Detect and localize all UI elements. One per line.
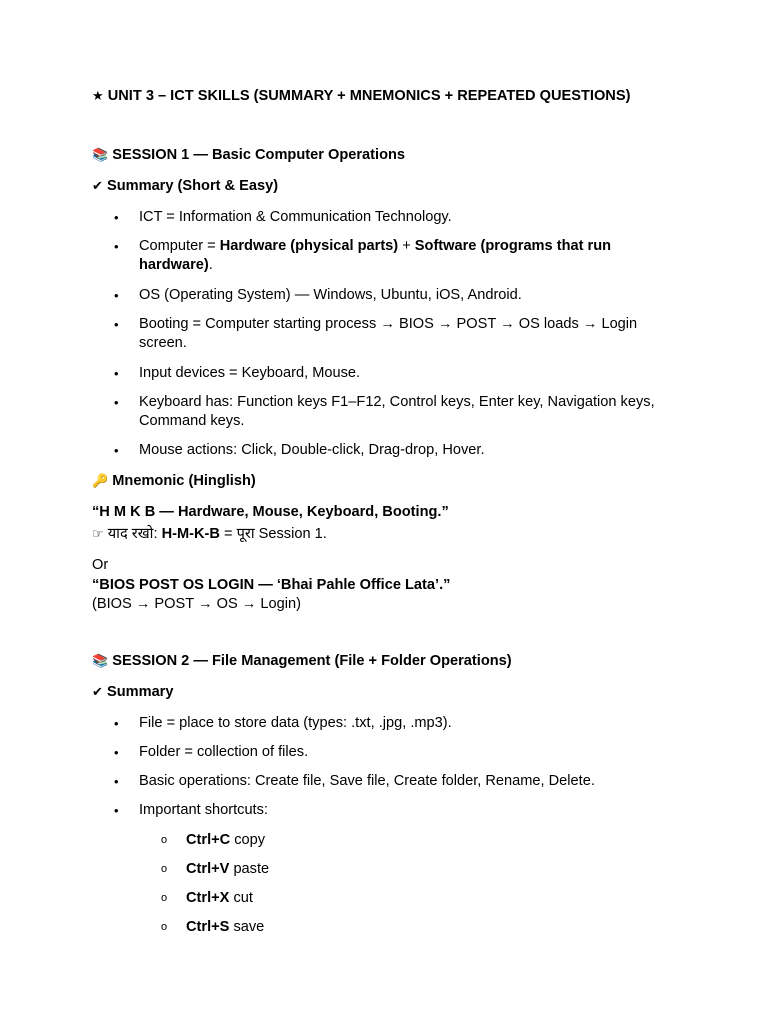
shortcut-item — [0, 918, 768, 937]
star-icon: ★ — [92, 89, 104, 104]
sub-bullet-icon: o — [161, 834, 168, 846]
bullet-icon: • — [114, 716, 119, 731]
checkmark-icon: ✔ — [92, 685, 103, 700]
list-item-text — [139, 237, 679, 275]
list-item — [0, 237, 768, 275]
computer-pre: Computer = — [139, 238, 220, 254]
list-item-text: OS (Operating System) — Windows, Ubuntu, iOS, Android. — [139, 287, 522, 303]
bullet-icon: • — [114, 443, 119, 458]
list-item-text: Folder = collection of files. — [139, 744, 309, 760]
shortcut-text — [186, 889, 253, 908]
mnemonic-bios: “BIOS POST OS LOGIN — ‘Bhai Pahle Office Lata’.” — [92, 577, 451, 593]
list-item-text: Input devices = Keyboard, Mouse. — [139, 365, 361, 381]
list-item — [0, 393, 768, 431]
computer-hardware: Hardware (physical parts) — [219, 238, 399, 254]
session2-heading-text: SESSION 2 — File Management (File + Folder Operations) — [112, 653, 512, 669]
sub-bullet-icon: o — [161, 892, 168, 904]
shortcut-action: copy — [230, 832, 266, 848]
session2-heading — [92, 652, 768, 671]
list-item-text: ICT = Information & Communication Technology. — [139, 209, 452, 225]
list-item — [0, 441, 768, 460]
checkmark-icon: ✔ — [92, 179, 103, 194]
session1-summary-heading — [92, 177, 768, 196]
list-item-text: Keyboard has: Function keys F1–F12, Control keys, Enter key, Navigation keys, Command keys. — [139, 394, 655, 429]
unit-title — [92, 87, 768, 106]
list-item-text: Booting = Computer starting process → BIOS → POST → OS loads → Login screen. — [139, 316, 638, 351]
or-text: Or — [92, 557, 109, 573]
list-item — [0, 364, 768, 383]
remember-post: = पूरा Session 1. — [219, 526, 327, 542]
computer-plus: + — [398, 238, 415, 254]
list-item — [0, 286, 768, 305]
shortcut-key: Ctrl+S — [186, 919, 230, 935]
remember-line — [92, 525, 327, 544]
bullet-icon: • — [114, 210, 119, 225]
list-item — [0, 714, 768, 733]
mnemonic-hmkb: “H M K B — Hardware, Mouse, Keyboard, Booting.” — [92, 504, 449, 520]
bullet-icon: • — [114, 803, 119, 818]
shortcut-key: Ctrl+X — [186, 890, 230, 906]
list-item-text: Mouse actions: Click, Double-click, Drag-drop, Hover. — [139, 442, 485, 458]
shortcut-text — [186, 918, 264, 937]
session2-summary-heading — [92, 683, 768, 702]
mnemonic-heading-text: Mnemonic (Hinglish) — [112, 473, 256, 489]
list-item-text: Important shortcuts: — [139, 802, 268, 818]
list-item-text: File = place to store data (types: .txt, .jpg, .mp3). — [139, 715, 452, 731]
bullet-icon: • — [114, 239, 119, 254]
bullet-icon: • — [114, 395, 119, 410]
shortcut-item — [0, 831, 768, 850]
shortcut-key: Ctrl+V — [186, 861, 230, 877]
list-item — [0, 315, 768, 353]
session2-summary-heading-text: Summary — [106, 684, 174, 700]
list-item — [0, 772, 768, 791]
list-item — [0, 208, 768, 227]
mnemonic-heading — [92, 472, 768, 491]
session1-summary-heading-text: Summary (Short & Easy) — [106, 178, 279, 194]
bullet-icon: • — [114, 317, 119, 332]
shortcut-action: save — [229, 919, 265, 935]
list-item — [0, 743, 768, 762]
bullet-icon: • — [114, 745, 119, 760]
shortcut-action: paste — [229, 861, 270, 877]
computer-software: Software (programs that run hardware) — [139, 238, 612, 273]
mnemonic-bios-note: (BIOS → POST → OS → Login) — [92, 596, 301, 612]
bullet-icon: • — [114, 774, 119, 789]
sub-bullet-icon: o — [161, 921, 168, 933]
session1-heading-text: SESSION 1 — Basic Computer Operations — [112, 147, 406, 163]
bullet-icon: • — [114, 288, 119, 303]
remember-pre: याद रखो: — [107, 526, 162, 542]
shortcut-text — [186, 860, 269, 879]
books-icon: 📚 — [92, 148, 109, 163]
sub-bullet-icon: o — [161, 863, 168, 875]
key-icon: 🔑 — [92, 474, 109, 489]
remember-bold: H-M-K-B — [161, 526, 220, 542]
shortcut-action: cut — [229, 890, 253, 906]
shortcut-item — [0, 860, 768, 879]
unit-title-text: UNIT 3 – ICT SKILLS (SUMMARY + MNEMONICS + REPEATED QUESTIONS) — [107, 88, 631, 104]
shortcut-text — [186, 831, 265, 850]
bullet-icon: • — [114, 366, 119, 381]
session1-heading — [92, 146, 768, 165]
shortcut-key: Ctrl+C — [186, 832, 231, 848]
list-item-text: Basic operations: Create file, Save file, Create folder, Rename, Delete. — [139, 773, 595, 789]
shortcut-item — [0, 889, 768, 908]
computer-end: . — [208, 257, 213, 273]
pointing-hand-icon: ☞ — [92, 527, 104, 542]
books-icon: 📚 — [92, 654, 109, 669]
list-item — [0, 801, 768, 820]
